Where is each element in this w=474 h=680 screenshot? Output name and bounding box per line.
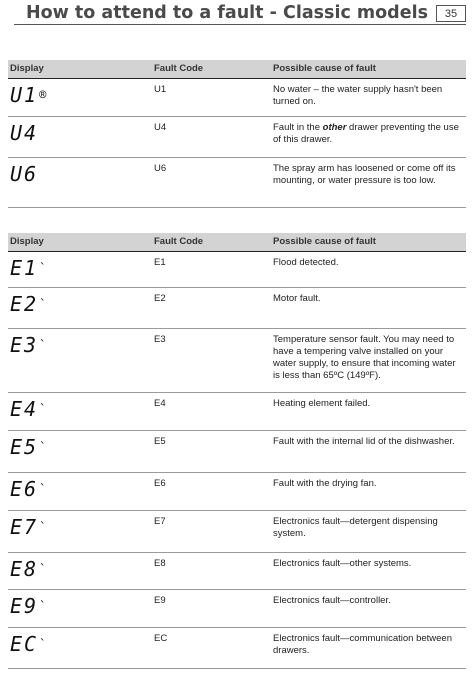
lcd-display: U1®: [10, 83, 49, 107]
fault-table-u: [8, 60, 466, 208]
table-row: [8, 117, 466, 158]
fault-code: E5: [154, 436, 166, 447]
lcd-display: U6: [10, 162, 39, 186]
fault-cause: Electronics fault—detergent dispensing system.: [273, 516, 438, 539]
fault-code: E2: [154, 293, 166, 304]
table-row: [8, 431, 466, 473]
fault-table-e: [8, 233, 466, 669]
table-row: [8, 473, 466, 511]
table-row: [8, 511, 466, 553]
fault-code: E3: [154, 334, 166, 345]
page-number: 35: [436, 5, 466, 22]
fault-cause: The spray arm has loosened or come off its mounting, or water pressure is too low.: [273, 163, 456, 186]
page-header: [0, 0, 474, 30]
fault-code: U4: [154, 122, 167, 133]
fault-cause: Heating element failed.: [273, 398, 371, 409]
fault-code: U6: [154, 163, 167, 174]
lcd-display: E8`: [10, 557, 49, 581]
lcd-display: E7`: [10, 515, 49, 539]
lcd-display: EC`: [10, 632, 49, 656]
fault-code: E4: [154, 398, 166, 409]
table-row: [8, 628, 466, 669]
fault-cause: Fault with the internal lid of the dishwasher.: [273, 436, 455, 447]
fault-code: EC: [154, 633, 168, 644]
fault-code: E6: [154, 478, 166, 489]
lcd-display: E6`: [10, 477, 49, 501]
lcd-display: E5`: [10, 435, 49, 459]
lcd-display: U4: [10, 121, 39, 145]
header-display: Display: [10, 63, 44, 74]
table-row: [8, 252, 466, 288]
table-row: [8, 590, 466, 628]
fault-cause: Flood detected.: [273, 257, 339, 268]
header-display: Display: [10, 236, 44, 247]
table-header: [8, 60, 466, 79]
header-fault-code: Fault Code: [154, 63, 204, 74]
fault-code: E8: [154, 558, 166, 569]
lcd-display: E3`: [10, 333, 49, 357]
table-row: [8, 393, 466, 431]
fault-cause: Fault with the drying fan.: [273, 478, 377, 489]
header-cause: Possible cause of fault: [273, 63, 376, 74]
fault-code: E9: [154, 595, 166, 606]
fault-cause: Fault in the other drawer preventing the use of this drawer.: [273, 122, 459, 145]
table-row: [8, 158, 466, 208]
fault-code: E7: [154, 516, 166, 527]
fault-cause: Temperature sensor fault. You may need to have a tempering valve installed on your water supply, to ensure that incoming water is less than 65ºC (149ºF).: [273, 334, 456, 381]
lcd-display: E9`: [10, 594, 49, 618]
table-row: [8, 288, 466, 329]
header-cause: Possible cause of fault: [273, 236, 376, 247]
fault-cause: Motor fault.: [273, 293, 321, 304]
fault-code: E1: [154, 257, 166, 268]
table-header: [8, 233, 466, 252]
lcd-indicator-icon: ®: [39, 88, 49, 102]
fault-cause: Electronics fault—other systems.: [273, 558, 412, 569]
header-fault-code: Fault Code: [154, 236, 204, 247]
lcd-display: E2`: [10, 292, 49, 316]
fault-cause: Electronics fault—communication between drawers.: [273, 633, 453, 656]
header-rule: [14, 24, 466, 25]
fault-cause: Electronics fault—controller.: [273, 595, 391, 606]
fault-code: U1: [154, 84, 167, 95]
table-row: [8, 79, 466, 117]
lcd-display: E1`: [10, 256, 49, 280]
fault-cause: No water – the water supply hasn't been turned on.: [273, 84, 443, 107]
table-row: [8, 329, 466, 393]
page-title: How to attend to a fault - Classic models: [26, 3, 428, 23]
table-row: [8, 553, 466, 590]
lcd-display: E4`: [10, 397, 49, 421]
